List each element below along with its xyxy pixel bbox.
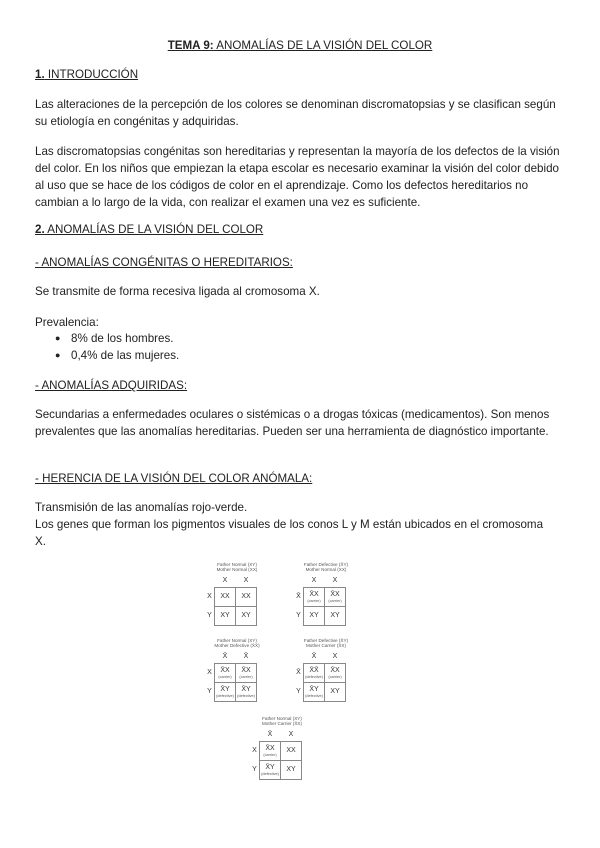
punnett-row-header: X <box>207 668 212 676</box>
punnett-grid <box>205 575 257 626</box>
genotype-note: (carrier) <box>328 598 342 603</box>
genotype: XY <box>241 611 251 619</box>
congenital-paragraph: Se transmite de forma recesiva ligada al cromosoma X. <box>35 285 320 298</box>
subheading-acquired: - ANOMALÍAS ADQUIRIDAS: <box>35 379 188 392</box>
inheritance-paragraph-2: Los genes que forman los pigmentos visuales de los conos L y M están ubicados en el cromosoma X. <box>35 518 544 548</box>
punnett-cell <box>260 741 281 760</box>
genotype: X̄Y <box>220 685 230 693</box>
punnett-cell <box>304 682 325 701</box>
punnett-square <box>294 562 358 626</box>
genotype-note: (carrier) <box>218 674 232 679</box>
punnett-col-header: X̄ <box>267 730 273 738</box>
punnett-square <box>205 562 269 626</box>
page-title: TEMA 9: ANOMALÍAS DE LA VISIÓN DEL COLOR <box>167 39 433 52</box>
punnett-cell <box>325 587 346 606</box>
punnett-row-header: X <box>207 592 212 600</box>
punnett-cell <box>215 663 236 682</box>
genotype: X̄X <box>330 666 340 674</box>
punnett-cell <box>281 741 302 760</box>
list-item: ● 0,4% de las mujeres. <box>35 347 179 364</box>
punnett-cell <box>215 606 236 625</box>
genotype: X̄X <box>265 744 275 752</box>
punnett-grid <box>294 651 346 702</box>
genotype-note: (carrier) <box>307 598 321 603</box>
genotype: X̄Y <box>265 763 275 771</box>
punnett-cell <box>236 587 257 606</box>
genotype-note: (carrier) <box>239 674 253 679</box>
punnett-cell <box>325 606 346 625</box>
intro-paragraph-2: Las discromatopsias congénitas son hereditarias y representan la mayoría de los defectos de la visión del color. En los niños que empiezan la etapa escolar es necesario examinar la visión del color debido al uso que se hace de los códigos de color en el aprendizaje. Como los defectos hereditarios no cambian a lo largo de la vida, con realizar el examen una vez es suficiente. <box>35 145 560 209</box>
punnett-row-header: Y <box>252 765 257 773</box>
genotype-note: (defective) <box>305 674 323 679</box>
genotype: X̄Y <box>309 685 319 693</box>
punnett-cell <box>215 587 236 606</box>
intro-paragraph-1: Las alteraciones de la percepción de los colores se denominan discromatopsias y se clasifican según su etiología en congénitas y adquiridas. <box>35 98 556 128</box>
punnett-caption-father: Father Normal (XY) <box>217 638 257 643</box>
punnett-grid <box>250 729 302 780</box>
punnett-square <box>205 638 269 702</box>
genotype: XX <box>241 592 251 600</box>
punnett-col-header: X <box>332 576 338 584</box>
punnett-row-header: Y <box>296 611 301 619</box>
punnett-caption-mother: Mother Carrier (X̄X) <box>305 643 347 649</box>
punnett-row-header: X̄ <box>296 668 301 676</box>
punnett-cell <box>236 606 257 625</box>
inheritance-paragraph-1: Transmisión de las anomalías rojo-verde. <box>35 501 248 514</box>
punnett-cell <box>236 682 257 701</box>
genotype: XY <box>330 611 340 619</box>
punnett-row-header: Y <box>207 687 212 695</box>
acquired-paragraph: Secundarias a enfermedades oculares o sistémicas o a drogas tóxicas (medicamentos). Son menos prevalentes que las anomalías hereditarias. Pueden ser una herramienta de diagnóstico importante. <box>35 408 550 438</box>
punnett-col-header: X̄ <box>311 652 317 660</box>
genotype: X̄X <box>330 590 340 598</box>
genotype-note: (defective) <box>305 693 323 698</box>
punnett-caption-mother: Mother Defective (X̄X̄) <box>214 643 260 649</box>
punnett-col-header: X̄ <box>243 652 249 660</box>
punnett-grid <box>205 651 257 702</box>
genotype: X̄X <box>309 590 319 598</box>
section-heading-1: 1. INTRODUCCIÓN <box>35 68 139 81</box>
genotype: XY <box>330 687 340 695</box>
section-heading-2: 2. ANOMALÍAS DE LA VISIÓN DEL COLOR <box>35 223 264 236</box>
punnett-col-header: X <box>332 652 338 660</box>
subheading-congenital: - ANOMALÍAS CONGÉNITAS O HEREDITARIOS: <box>35 256 293 269</box>
list-item: ● 8% de los hombres. <box>35 330 179 347</box>
punnett-cell <box>236 663 257 682</box>
punnett-caption-father: Father Normal (XY) <box>262 716 302 721</box>
genotype: X̄Y <box>241 685 251 693</box>
genotype: XX <box>220 592 230 600</box>
genotype: XY <box>309 611 319 619</box>
punnett-square <box>294 638 358 702</box>
punnett-cell <box>260 760 281 779</box>
genotype: XY <box>220 611 230 619</box>
punnett-col-header: X <box>288 730 294 738</box>
punnett-col-header: X <box>243 576 249 584</box>
punnett-cell <box>304 587 325 606</box>
punnett-col-header: X <box>222 576 228 584</box>
subheading-inheritance: - HERENCIA DE LA VISIÓN DEL COLOR ANÓMALA: <box>35 472 313 485</box>
punnett-row-header: Y <box>296 687 301 695</box>
punnett-cell <box>215 682 236 701</box>
genotype: X̄X <box>220 666 230 674</box>
punnett-row-header: X <box>252 746 257 754</box>
punnett-caption-father: Father Defective (X̄Y) <box>303 638 349 643</box>
punnett-caption-father: Father Defective (X̄Y) <box>303 562 349 567</box>
punnett-col-header: X̄ <box>222 652 228 660</box>
punnett-caption-mother: Mother Carrier (X̄X) <box>261 721 303 727</box>
genotype: XX <box>286 746 296 754</box>
punnett-cell <box>281 760 302 779</box>
punnett-col-header: X <box>311 576 317 584</box>
punnett-grid <box>294 575 346 626</box>
genotype-note: (carrier) <box>328 674 342 679</box>
genotype-note: (defective) <box>237 693 255 698</box>
genotype-note: (defective) <box>216 693 234 698</box>
punnett-square <box>250 716 314 780</box>
punnett-caption-father: Father Normal (XY) <box>217 562 257 567</box>
genotype: X̄X <box>241 666 251 674</box>
genotype: X̄X̄ <box>309 666 319 674</box>
punnett-caption-mother: Mother Normal (XX) <box>305 567 347 573</box>
genotype-note: (carrier) <box>263 752 277 757</box>
punnett-cell <box>325 682 346 701</box>
prevalence-label: Prevalencia: <box>35 316 99 329</box>
punnett-row-header: X̄ <box>296 592 301 600</box>
punnett-caption-mother: Mother Normal (XX) <box>216 567 258 573</box>
punnett-cell <box>325 663 346 682</box>
punnett-cell <box>304 606 325 625</box>
genotype: XY <box>286 765 296 773</box>
punnett-cell <box>304 663 325 682</box>
genotype-note: (defective) <box>261 771 279 776</box>
punnett-row-header: Y <box>207 611 212 619</box>
prevalence-list <box>35 330 179 364</box>
